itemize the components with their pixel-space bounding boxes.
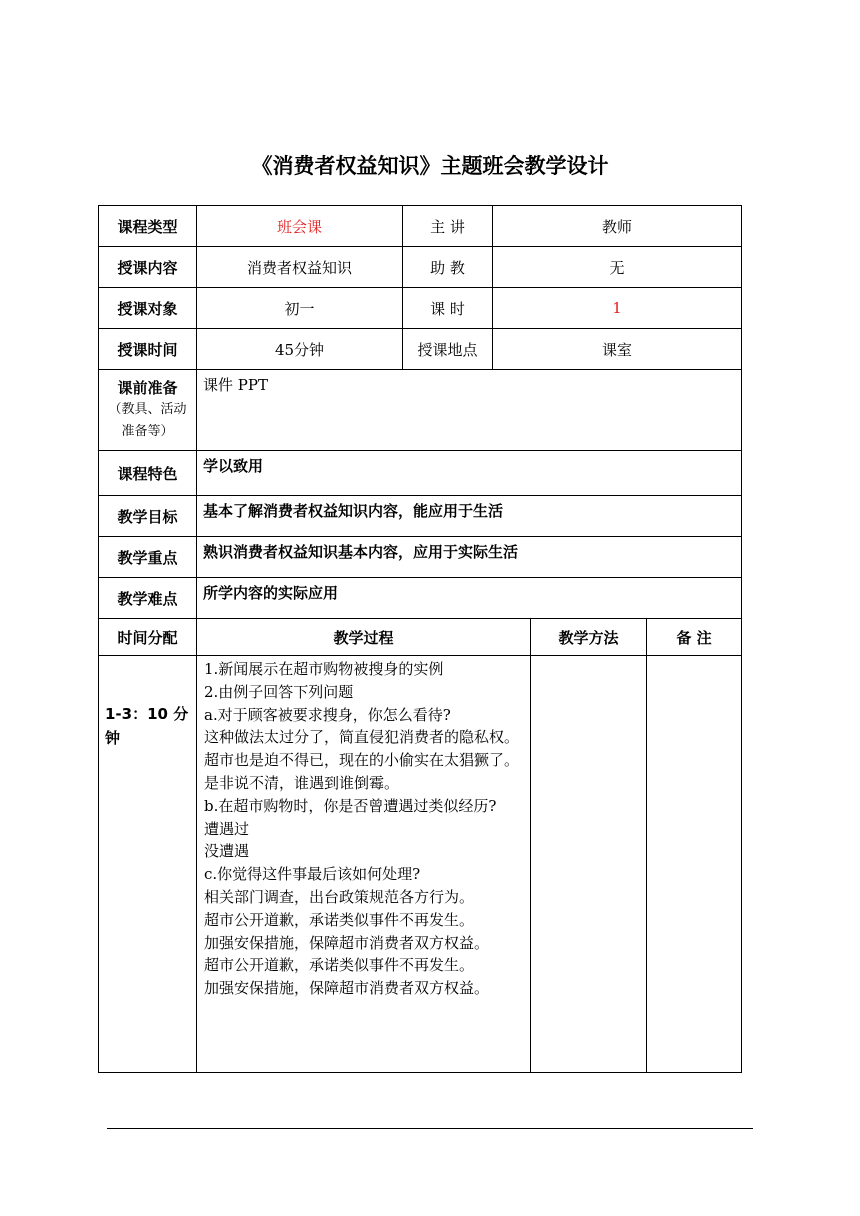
time-header: 时间分配 (99, 619, 197, 656)
course-type-value: 班会课 (197, 206, 403, 247)
assistant-label: 助 教 (403, 247, 493, 288)
table-row (99, 619, 742, 656)
lecturer-value: 教师 (493, 206, 742, 247)
segment-time: 1-3：10 分钟 (99, 656, 197, 1073)
prep-label-cell (99, 370, 197, 451)
process-line: c.你觉得这件事最后该如何处理? (204, 865, 421, 884)
note-value (647, 656, 742, 1073)
process-lines (204, 658, 526, 1000)
lesson-plan-table (98, 205, 742, 1073)
footer-divider (107, 1128, 753, 1129)
page-title: 《消费者权益知识》主题班会教学设计 (251, 154, 609, 178)
table-row (99, 496, 742, 537)
assistant-value: 无 (493, 247, 742, 288)
difficulty-label: 教学难点 (99, 578, 197, 619)
method-value (531, 656, 647, 1073)
goal-value: 基本了解消费者权益知识内容，能应用于生活 (197, 496, 742, 537)
process-line: 超市公开道歉，承诺类似事件不再发生。 (204, 910, 475, 929)
table-row (99, 329, 742, 370)
key-point-label: 教学重点 (99, 537, 197, 578)
process-line: 加强安保措施，保障超市消费者双方权益。 (204, 933, 490, 952)
note-header: 备 注 (647, 619, 742, 656)
process-line: 相关部门调查，出台政策规范各方行为。 (204, 887, 475, 906)
process-line: 超市也是迫不得已，现在的小偷实在太猖獗了。 (204, 751, 520, 770)
feature-value: 学以致用 (197, 451, 742, 496)
duration-label: 授课时间 (99, 329, 197, 370)
audience-label: 授课对象 (99, 288, 197, 329)
table-row (99, 578, 742, 619)
feature-label: 课程特色 (99, 451, 197, 496)
prep-sublabel: （教具、活动准备等） (108, 402, 187, 439)
table-row (99, 656, 742, 1073)
lecturer-label: 主 讲 (403, 206, 493, 247)
process-line: 加强安保措施，保障超市消费者双方权益。 (204, 979, 490, 998)
key-point-value: 熟识消费者权益知识基本内容，应用于实际生活 (197, 537, 742, 578)
process-cell (197, 656, 531, 1073)
difficulty-value: 所学内容的实际应用 (197, 578, 742, 619)
method-header: 教学方法 (531, 619, 647, 656)
audience-value: 初一 (197, 288, 403, 329)
table-row (99, 370, 742, 451)
process-line: 超市公开道歉，承诺类似事件不再发生。 (204, 956, 475, 975)
content-value: 消费者权益知识 (197, 247, 403, 288)
process-line: a.对于顾客被要求搜身，你怎么看待? (204, 705, 451, 724)
table-row (99, 206, 742, 247)
process-line: 没遭遇 (204, 842, 250, 861)
location-value: 课室 (493, 329, 742, 370)
process-header: 教学过程 (197, 619, 531, 656)
process-line: 遭遇过 (204, 819, 250, 838)
periods-label: 课 时 (403, 288, 493, 329)
table-row (99, 247, 742, 288)
course-type-label: 课程类型 (99, 206, 197, 247)
table-row (99, 288, 742, 329)
process-line: 这种做法太过分了，简直侵犯消费者的隐私权。 (204, 728, 520, 747)
duration-value: 45分钟 (197, 329, 403, 370)
table-row (99, 451, 742, 496)
prep-value: 课件 PPT (197, 370, 742, 451)
goal-label: 教学目标 (99, 496, 197, 537)
process-line: 1.新闻展示在超市购物被搜身的实例 (204, 660, 444, 678)
location-label: 授课地点 (403, 329, 493, 370)
table-row (99, 537, 742, 578)
periods-value: 1 (493, 288, 742, 329)
process-line: b.在超市购物时，你是否曾遭遇过类似经历? (204, 796, 497, 815)
prep-label: 课前准备 (117, 379, 178, 397)
process-line: 是非说不清，谁遇到谁倒霉。 (204, 773, 400, 792)
content-label: 授课内容 (99, 247, 197, 288)
process-line: 2.由例子回答下列问题 (204, 682, 354, 701)
